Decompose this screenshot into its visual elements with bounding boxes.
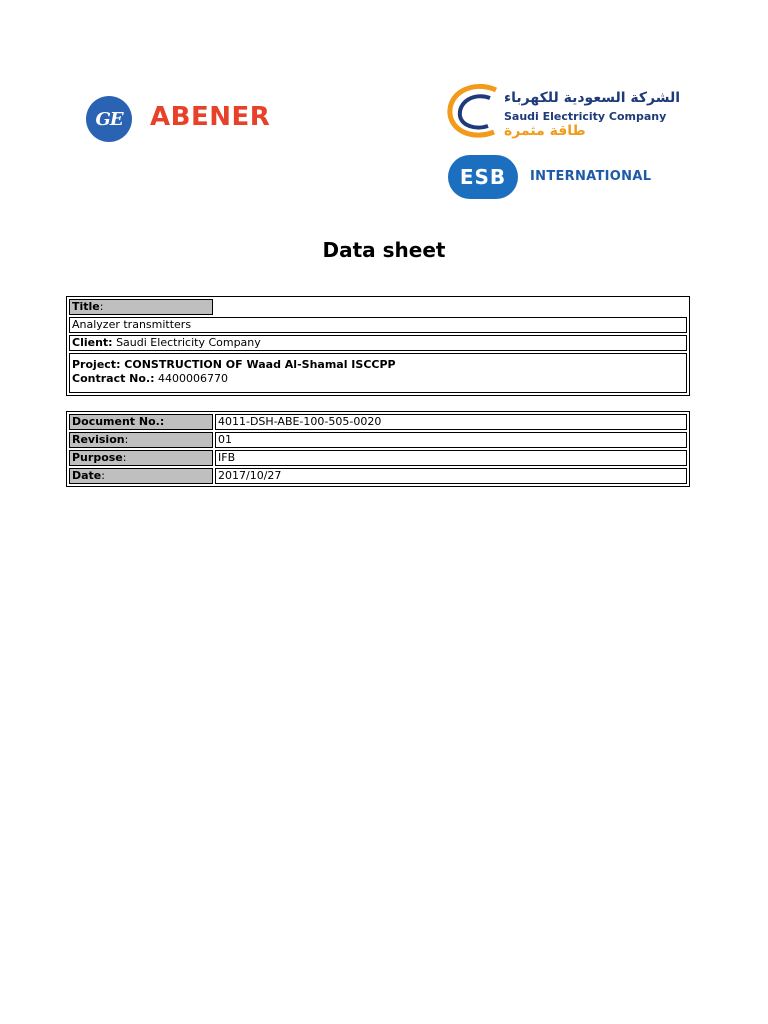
document-info-table (66, 411, 690, 487)
purpose-value: IFB (215, 450, 687, 466)
esb-international-logo (448, 155, 652, 201)
project-value: CONSTRUCTION OF Waad Al-Shamal ISCCPP (124, 358, 396, 371)
esb-international-text: INTERNATIONAL (530, 169, 652, 184)
client-value: Saudi Electricity Company (116, 336, 261, 349)
table-row: Date: 2017/10/27 (69, 468, 687, 484)
purpose-label: Purpose (72, 451, 123, 464)
document-no-value: 4011-DSH-ABE-100-505-0020 (215, 414, 687, 430)
sec-english-name: Saudi Electricity Company (504, 110, 667, 123)
project-label: Project (72, 358, 117, 371)
title-label-cell: Title: (69, 299, 213, 315)
date-value: 2017/10/27 (215, 468, 687, 484)
client-row: Client: Saudi Electricity Company (69, 335, 687, 351)
sec-arabic-name: الشركة السعودية للكهرباء (504, 90, 681, 106)
table-row: Document No.: 4011-DSH-ABE-100-505-0020 (69, 414, 687, 430)
sec-arabic-tagline: طاقة مثمرة (504, 123, 586, 139)
client-label: Client (72, 336, 109, 349)
title-value: Analyzer transmitters (69, 317, 687, 333)
ge-abener-logo (86, 96, 286, 142)
contract-value: 4400006770 (158, 372, 229, 385)
ge-logo-icon: GE (86, 96, 132, 142)
table-row: Revision: 01 (69, 432, 687, 448)
document-no-label: Document No. (72, 415, 160, 428)
sec-swirl-icon (444, 80, 502, 142)
saudi-electricity-logo (444, 80, 681, 142)
contract-label: Contract No. (72, 372, 151, 385)
project-row: Project: CONSTRUCTION OF Waad Al-Shamal ISCCPP Contract No.: 4400006770 (69, 353, 687, 393)
project-info-table (66, 296, 690, 396)
abener-wordmark: ABENER (150, 102, 271, 132)
page-title: Data sheet (322, 238, 446, 262)
revision-label: Revision (72, 433, 125, 446)
date-label: Date (72, 469, 102, 482)
revision-value: 01 (215, 432, 687, 448)
esb-badge-icon: ESB (448, 155, 518, 199)
table-row: Purpose: IFB (69, 450, 687, 466)
